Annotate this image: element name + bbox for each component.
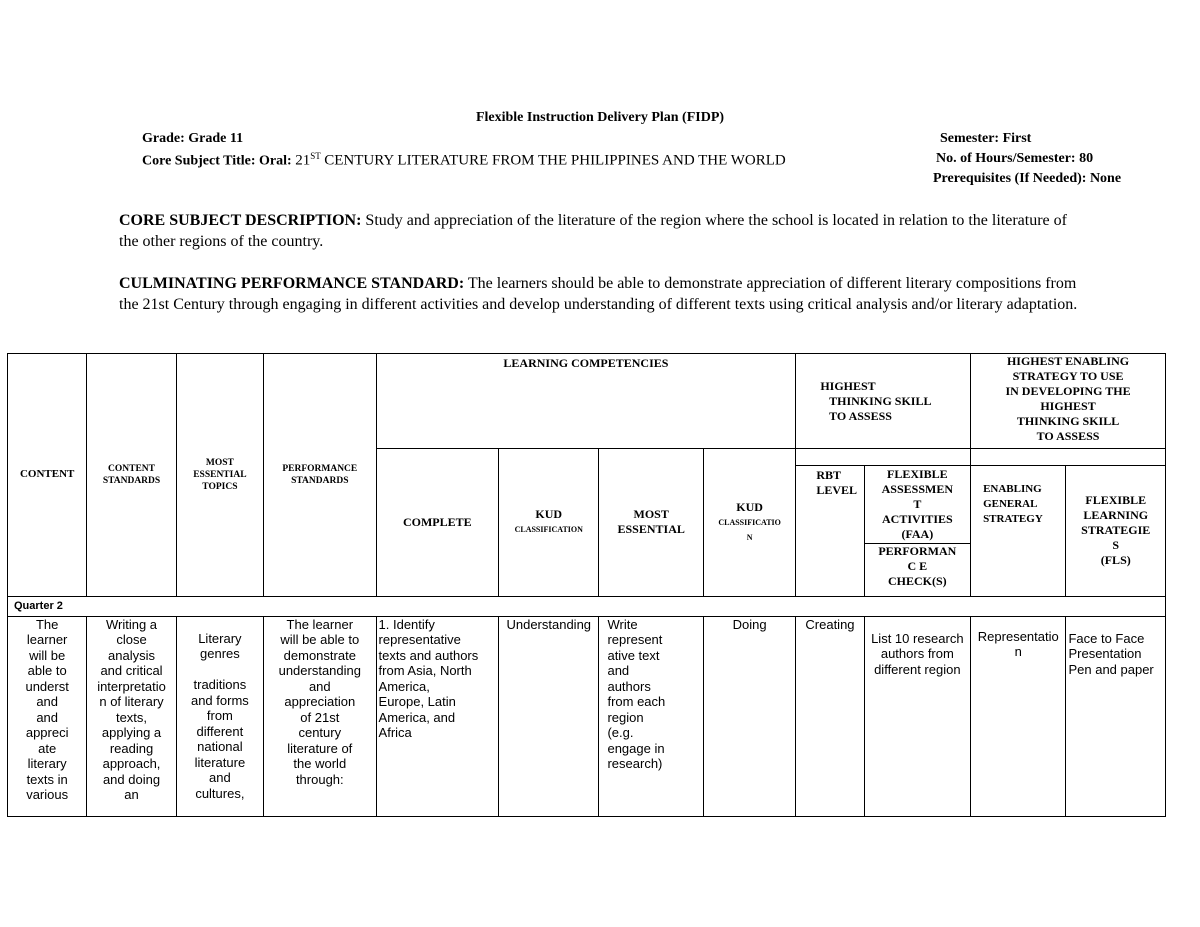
description-label: CORE SUBJECT DESCRIPTION: [119, 212, 362, 229]
header-content: CONTENT [8, 354, 87, 597]
cell-kud-classification-2: Doing [703, 616, 795, 816]
header-most-essential-topics: MOST ESSENTIAL TOPICS [176, 354, 263, 597]
cell-rbt-level: Creating [796, 616, 864, 816]
header-complete: COMPLETE [376, 449, 499, 596]
culminating-performance-standard [119, 273, 1089, 315]
prerequisites-label: Prerequisites (If Needed): None [933, 171, 1122, 186]
core-subject-line [142, 151, 786, 170]
fidp-table [7, 353, 1166, 817]
cell-content: The learner will be able to underst and and appreci ate literary texts in various [8, 616, 87, 816]
grade-label: Grade: Grade 11 [142, 131, 244, 146]
header-kud-classification-2 [703, 449, 795, 596]
cell-content-standards: Writing a close analysis and critical interpretatio n of literary texts, applying a reading approach, and doing an [87, 616, 176, 816]
cell-complete: 1. Identify representative texts and authors from Asia, North America, Europe, Latin America, and Africa [376, 616, 499, 816]
kud-main-label: KUD [535, 507, 563, 522]
header-highest-enabling-strategy: HIGHEST ENABLING STRATEGY TO USE IN DEVELOPING THE HIGHEST THINKING SKILL TO ASSESS [971, 354, 1166, 449]
cell-kud-classification: Understanding [499, 616, 599, 816]
kud2-sub-label: CLASSIFICATIO N [718, 517, 781, 542]
performance-text: The learners should be able to demonstrate appreciation of different literary compositions from the 21st Century through engaging in different activities and develop understanding of different texts using critical analysis and/or literary adaptation. [119, 275, 1078, 313]
core-subject-label: Core Subject Title: Oral: [142, 153, 292, 169]
header-spacer-enabling [971, 449, 1166, 466]
header-flexible-learning-strategies: FLEXIBLE LEARNING STRATEGIE S (FLS) [1066, 466, 1166, 596]
cell-performance-standards: The learner will be able to demonstrate understanding and appreciation of 21st century literature of the world through: [264, 616, 376, 816]
core-subject-title: CENTURY LITERATURE FROM THE PHILIPPINES AND THE WORLD [324, 152, 786, 169]
header-spacer-thinking [796, 449, 971, 466]
cell-flexible-learning-strategies: Face to Face Presentation Pen and paper [1066, 616, 1166, 816]
semester-label: Semester: First [940, 131, 1032, 146]
header-performance-checks: PERFORMAN C E CHECK(S) [878, 544, 957, 589]
performance-label: CULMINATING PERFORMANCE STANDARD: [119, 275, 465, 292]
cell-faa: List 10 research authors from different region [864, 616, 970, 816]
kud2-main-label: KUD [736, 499, 763, 514]
header-learning-competencies: LEARNING COMPETENCIES [376, 354, 796, 449]
header-rbt-level: RBT LEVEL [796, 466, 864, 596]
header-most-essential: MOST ESSENTIAL [599, 449, 703, 596]
cell-enabling-general-strategy: Representatio n [971, 616, 1066, 816]
hours-label: No. of Hours/Semester: 80 [936, 151, 1094, 166]
core-subject-sup: ST [310, 151, 321, 161]
cell-most-essential-topics: Literary genres traditions and forms from different national literature and cultures, [176, 616, 263, 816]
header-content-standards: CONTENT STANDARDS [87, 354, 176, 597]
header-highest-thinking-skill: HIGHEST THINKING SKILL TO ASSESS [796, 354, 971, 449]
kud-sub-label: CLASSIFICATION [514, 525, 583, 535]
header-kud-classification [499, 449, 599, 596]
header-faa: FLEXIBLE ASSESSMEN T ACTIVITIES (FAA) [865, 467, 970, 544]
quarter-label: Quarter 2 [8, 596, 1166, 616]
header-enabling-general-strategy: ENABLING GENERAL STRATEGY [971, 466, 1066, 596]
core-subject-description [119, 210, 1089, 252]
cell-most-essential: Write represent ative text and authors from each region (e.g. engage in research) [599, 616, 703, 816]
header-performance-standards: PERFORMANCE STANDARDS [264, 354, 376, 597]
description-text: Study and appreciation of the literature of the region where the school is located in relation to the literature of the other regions of the country. [119, 212, 1067, 250]
header-faa-cell [864, 466, 970, 596]
document-title: Flexible Instruction Delivery Plan (FIDP) [475, 110, 725, 125]
core-subject-number: 21 [295, 152, 311, 169]
